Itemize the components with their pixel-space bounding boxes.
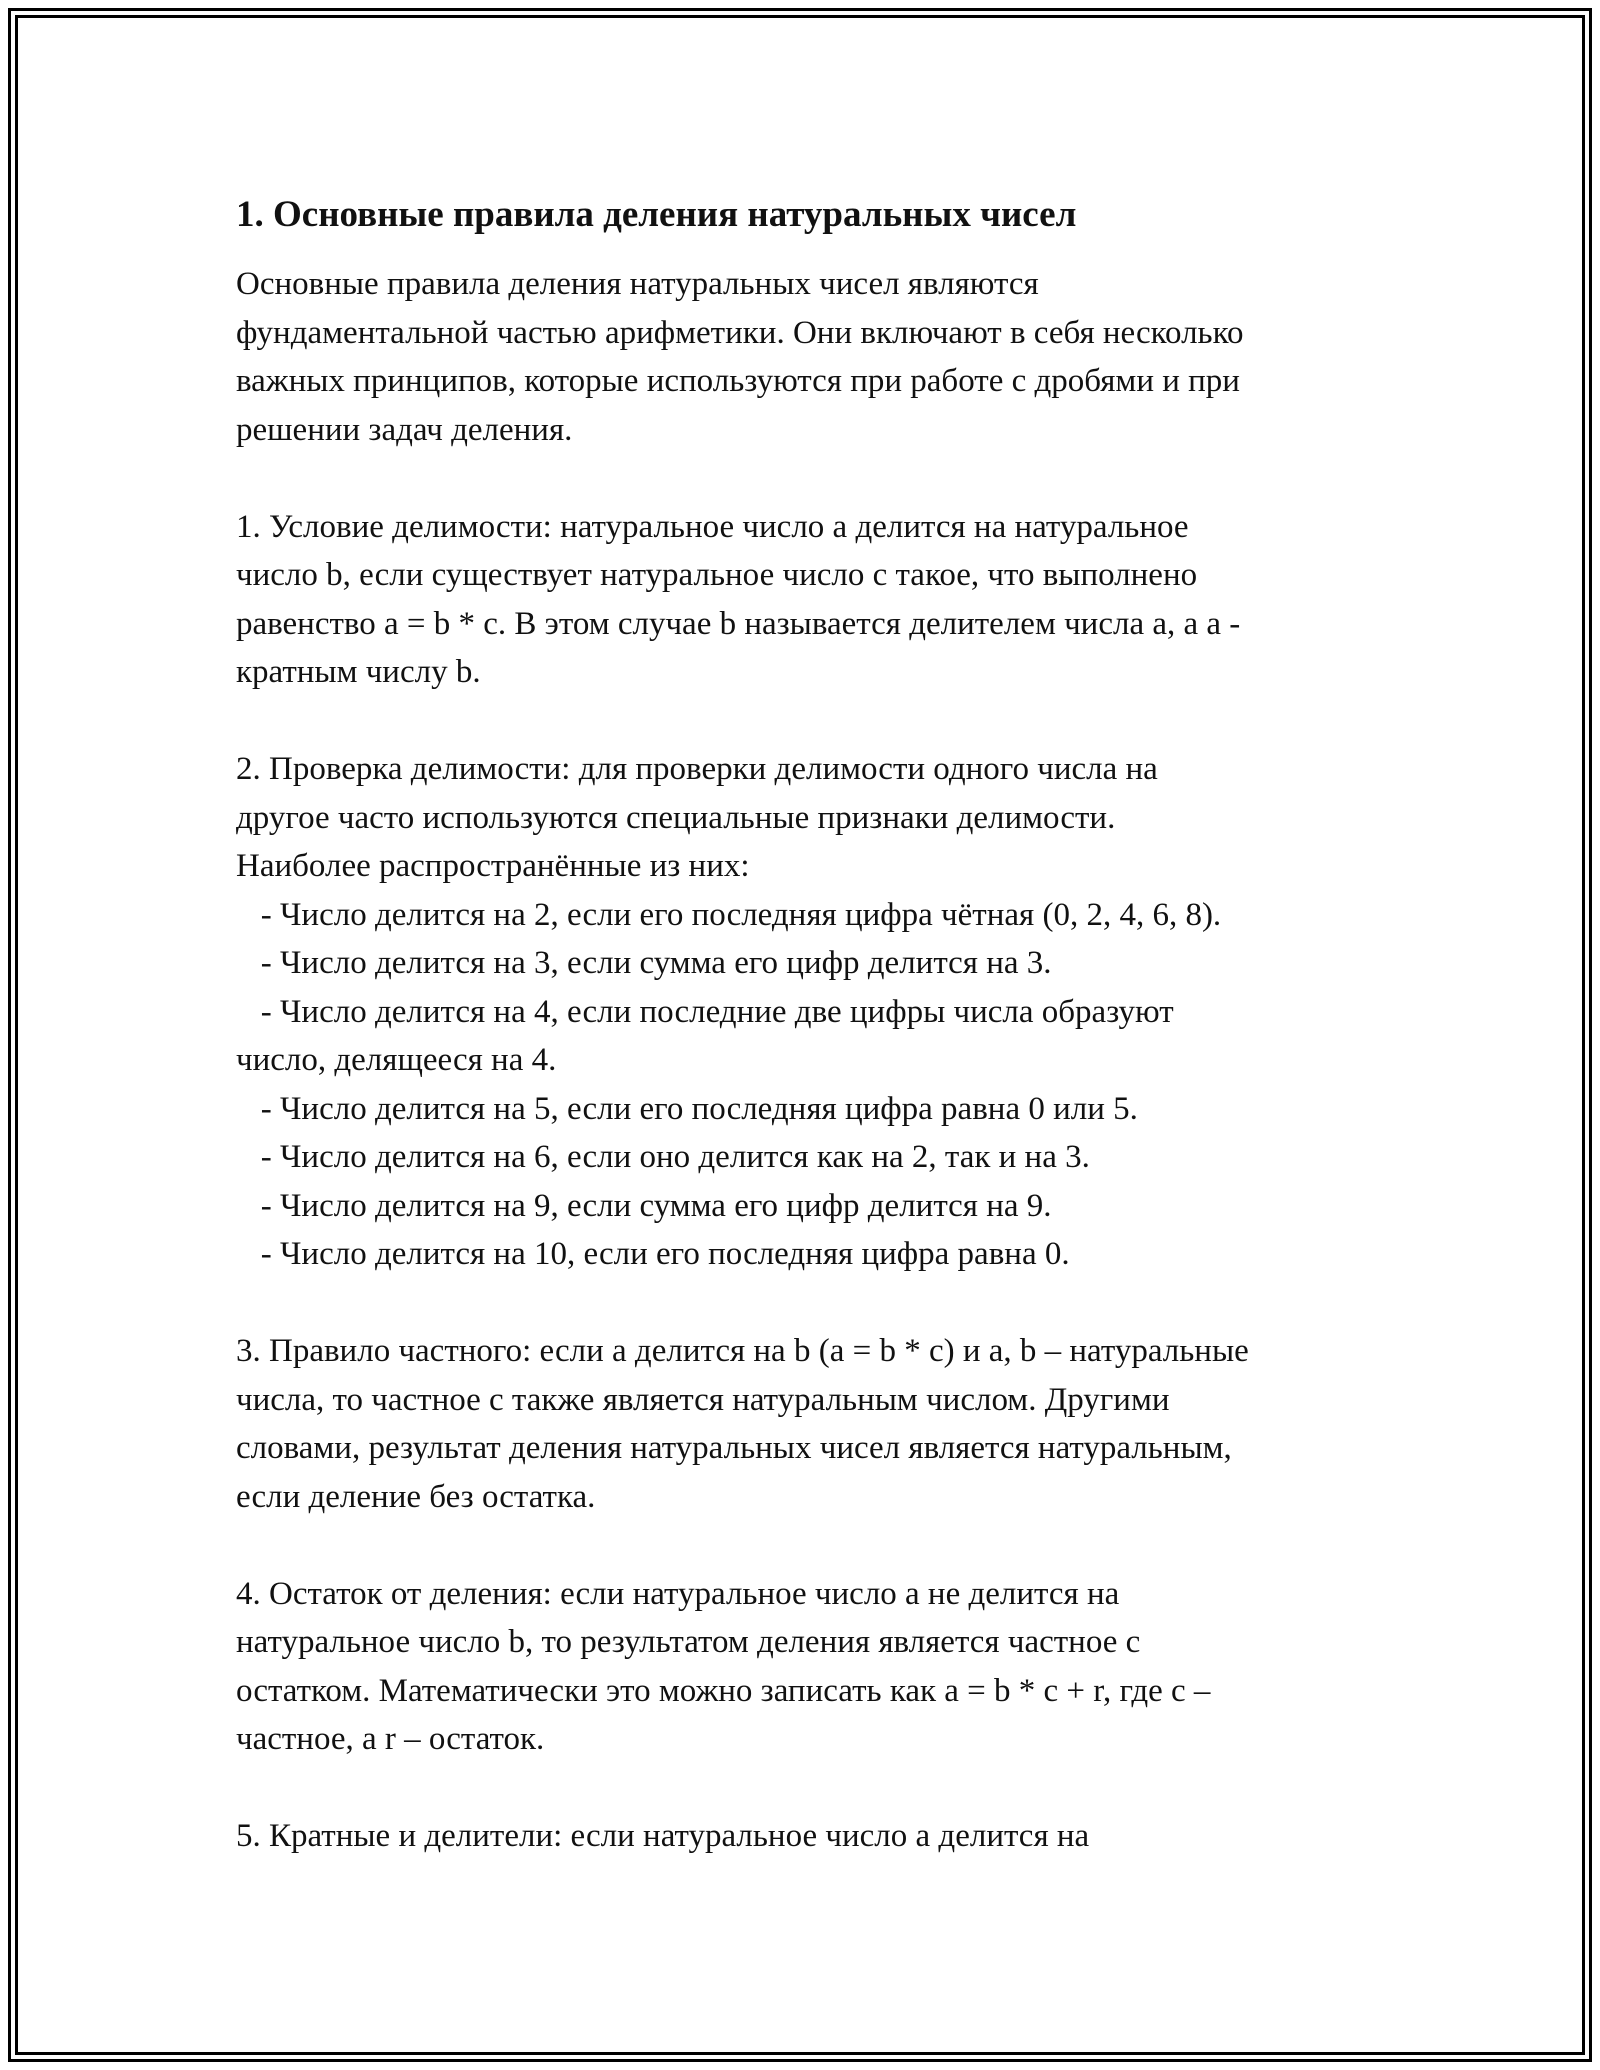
list-item-divisible-by-10: - Число делится на 10, если его последняя цифра равна 0. [236, 1236, 1070, 1272]
text-line: 3. Правило частного: если a делится на b (a = b * c) и a, b – натуральные [236, 1333, 1249, 1369]
text-line: число, делящееся на 4. [236, 1042, 557, 1078]
text-line: Основные правила деления натуральных чисел являются [236, 266, 1039, 302]
paragraph-gap [236, 1764, 1376, 1813]
text-line: решении задач деления. [236, 411, 573, 448]
rule-3-paragraph [236, 1327, 1376, 1521]
list-item-divisible-by-5: - Число делится на 5, если его последняя цифра равна 0 или 5. [236, 1090, 1138, 1127]
paragraph-gap [236, 697, 1376, 746]
text-line: частное, a r – остаток. [236, 1721, 545, 1757]
list-item-divisible-by-9: - Число делится на 9, если сумма его цифр делится на 9. [236, 1187, 1052, 1224]
rule-5-paragraph [236, 1812, 1376, 1861]
text-line: число b, если существует натуральное число c такое, что выполнено [236, 557, 1198, 593]
text-line: Наиболее распространённые из них: [236, 848, 750, 884]
text-line: числа, то частное c также является натуральным числом. Другими [236, 1381, 1170, 1418]
text-line: словами, результат деления натуральных чисел является натуральным, [236, 1430, 1232, 1466]
rule-4-paragraph [236, 1570, 1376, 1764]
rule-1-paragraph [236, 503, 1376, 697]
document-body [236, 180, 1376, 1861]
text-line: кратным числу b. [236, 654, 481, 690]
text-line: остатком. Математически это можно записать как a = b * c + r, где c – [236, 1672, 1211, 1709]
list-item-divisible-by-3: - Число делится на 3, если сумма его цифр делится на 3. [236, 945, 1052, 981]
text-line: 4. Остаток от деления: если натуральное число a не делится на [236, 1575, 1120, 1612]
text-line: другое часто используются специальные признаки делимости. [236, 799, 1116, 836]
paragraph-gap [236, 1521, 1376, 1570]
intro-paragraph [236, 260, 1376, 454]
text-line: 1. Условие делимости: натуральное число a делится на натуральное [236, 508, 1189, 545]
rule-2-paragraph [236, 745, 1376, 1279]
list-item-divisible-by-2: - Число делится на 2, если его последняя цифра чётная (0, 2, 4, 6, 8). [236, 896, 1222, 933]
paragraph-gap [236, 454, 1376, 503]
list-item-divisible-by-6: - Число делится на 6, если оно делится как на 2, так и на 3. [236, 1139, 1090, 1175]
text-line: если деление без остатка. [236, 1478, 596, 1515]
text-line: равенство a = b * c. В этом случае b называется делителем числа a, а a - [236, 605, 1241, 642]
section-heading: 1. Основные правила деления натуральных чисел [236, 194, 1077, 235]
text-line: натуральное число b, то результатом деления является частное c [236, 1624, 1141, 1660]
list-item-divisible-by-4: - Число делится на 4, если последние две цифры числа образуют [236, 993, 1174, 1030]
text-line: важных принципов, которые используются при работе с дробями и при [236, 363, 1240, 399]
text-line: 2. Проверка делимости: для проверки делимости одного числа на [236, 751, 1158, 787]
text-line: фундаментальной частью арифметики. Они включают в себя несколько [236, 314, 1244, 351]
text-line: 5. Кратные и делители: если натуральное число a делится на [236, 1818, 1090, 1854]
paragraph-gap [236, 1279, 1376, 1328]
